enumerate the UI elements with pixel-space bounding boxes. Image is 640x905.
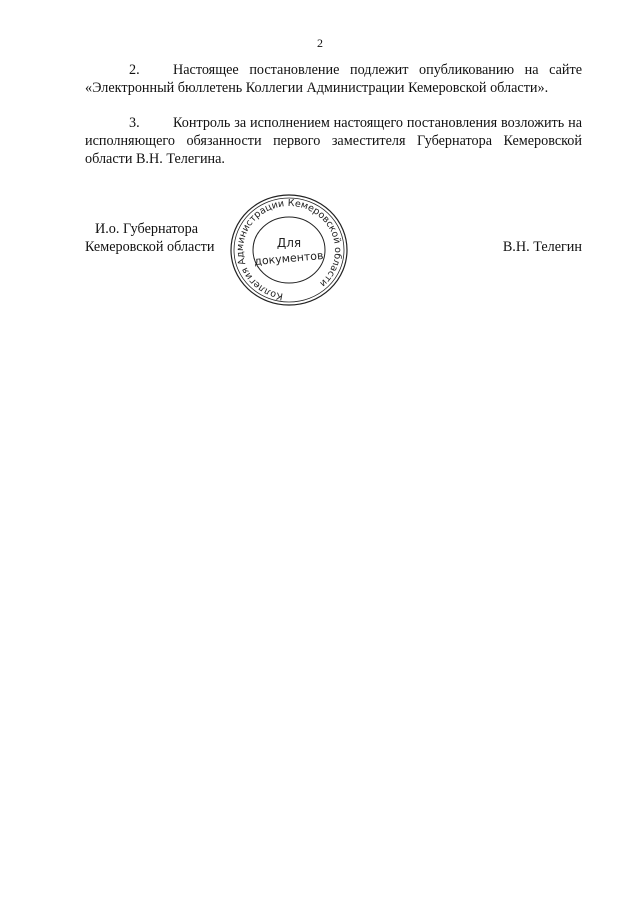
signatory-title-line2: Кемеровской области bbox=[85, 239, 215, 255]
seal-center-line1: Для bbox=[276, 236, 302, 250]
signatory-title-line1: И.о. Губернатора bbox=[95, 221, 198, 237]
signatory-name: В.Н. Телегин bbox=[502, 239, 582, 255]
paragraph-3 bbox=[85, 114, 582, 168]
signatory-title bbox=[85, 220, 214, 256]
page-number: 2 bbox=[317, 36, 323, 50]
seal-ring-text: Коллегия Администрации Кемеровской области bbox=[234, 197, 344, 302]
seal-graphic bbox=[226, 190, 352, 306]
paragraph-2 bbox=[85, 61, 582, 97]
seal-outer-ring bbox=[231, 195, 347, 305]
seal-center-line2: документов bbox=[253, 249, 324, 269]
official-seal-stamp bbox=[226, 190, 352, 306]
paragraph-number: 2. bbox=[129, 62, 140, 78]
paragraph-number: 3. bbox=[129, 115, 140, 131]
paragraph-text: Контроль за исполнением настоящего постановления возложить на исполняющего обязанности первого заместителя Губернатора Кемеровской области В.Н. Телегина. bbox=[85, 115, 582, 167]
paragraph-text: Настоящее постановление подлежит опубликованию на сайте «Электронный бюллетень Коллегии Администрации Кемеровской области». bbox=[85, 62, 582, 96]
